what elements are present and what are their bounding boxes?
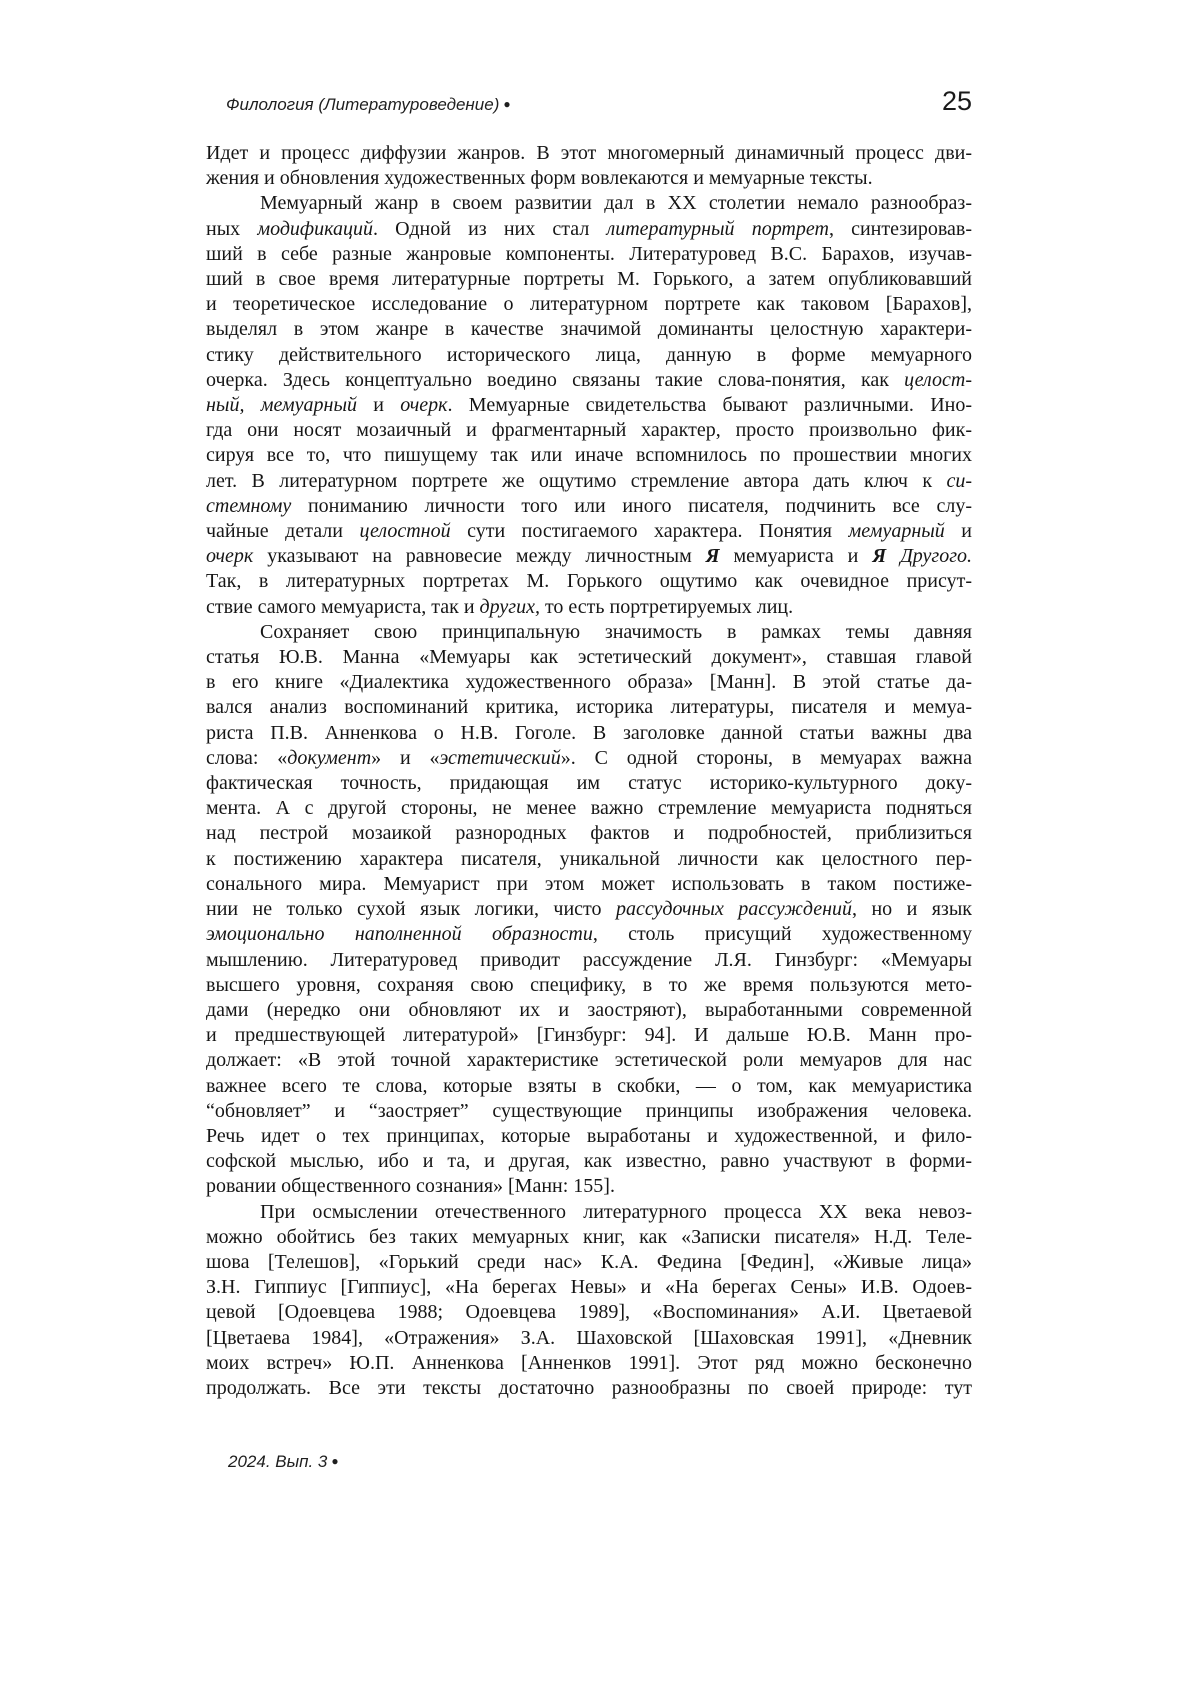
text-line: дами (нередко они обновляют их и заостряют), выработанными современной — [206, 998, 972, 1021]
text-line: мента. А с другой стороны, не менее важно стремление мемуариста подняться — [206, 797, 972, 820]
text-line: шова [Телешов], «Горький среди нас» К.А. Федина [Федин], «Живые лица» — [206, 1250, 972, 1273]
text-line: При осмыслении отечественного литературного процесса XX века невоз- — [260, 1200, 972, 1223]
text-line: гда они носят мозаичный и фрагментарный характер, просто произвольно фик- — [206, 419, 972, 442]
text-line: З.Н. Гиппиус [Гиппиус], «На берегах Невы» и «На берегах Сены» И.В. Одоев- — [206, 1276, 972, 1299]
text-line: ных модификаций. Одной из них стал литературный портрет, синтезировав- — [206, 217, 973, 240]
running-title-text: Филология (Литературоведение) — [226, 95, 500, 114]
text-line: ный, мемуарный и очерк. Мемуарные свидетельства бывают различными. Ино- — [206, 394, 972, 417]
paragraph — [206, 620, 972, 1200]
text-line: лет. В литературном портрете же ощутимо стремление автора дать ключ к си- — [206, 469, 972, 492]
text-line: [Цветаева 1984], «Отражения» З.А. Шаховской [Шаховская 1991], «Дневник — [206, 1326, 972, 1349]
paragraph — [206, 191, 972, 619]
footer-bullet-icon: ● — [331, 1454, 339, 1468]
text-line: продолжать. Все эти тексты достаточно разнообразны по своей природе: тут — [206, 1376, 972, 1399]
text-line: к постижению характера писателя, уникальной личности как целостного пер- — [206, 847, 972, 870]
text-line: очерк указывают на равновесие между личностным Я мемуариста и Я Другого. — [206, 545, 973, 568]
text-line: ший в себе разные жанровые компоненты. Литературовед В.С. Барахов, изучав- — [206, 242, 972, 265]
text-line: высшего уровня, сохраняя свою специфику, в то же время пользуются мето- — [206, 973, 972, 996]
text-line: ший в свое время литературные портреты М. Горького, а затем опубликовавший — [206, 268, 972, 291]
text-line: Так, в литературных портретах М. Горького ощутимо как очевидное присут- — [206, 570, 972, 593]
text-line: выделял в этом жанре в качестве значимой доминанты целостную характери- — [206, 318, 972, 341]
text-line: и предшествующей литературой» [Гинзбург: 94]. И дальше Ю.В. Манн про- — [206, 1024, 972, 1047]
text-line: жения и обновления художественных форм вовлекаются и мемуарные тексты. — [206, 167, 873, 190]
text-line: чайные детали целостной сути постигаемого характера. Понятия мемуарный и — [206, 520, 973, 543]
article-body — [206, 141, 972, 1401]
text-line: моих встреч» Ю.П. Анненкова [Анненков 1991]. Этот ряд можно бесконечно — [206, 1351, 972, 1374]
text-line: Сохраняет свою принципальную значимость в рамках темы давняя — [260, 620, 972, 643]
text-line: Идет и процесс диффузии жанров. В этот многомерный динамичный процесс дви- — [206, 142, 972, 164]
text-line: стику действительного исторического лица, данную в форме мемуарного — [206, 343, 972, 366]
text-line: “обновляет” и “заостряет” существующие принципы изображения человека. — [206, 1099, 972, 1122]
text-line: ствие самого мемуариста, так и других, то есть портретируемых лиц. — [206, 595, 794, 618]
text-line: нии не только сухой язык логики, чисто рассудочных рассуждений, но и язык — [206, 898, 972, 921]
text-line: Мемуарный жанр в своем развитии дал в XX столетии немало разнообраз- — [260, 192, 972, 215]
paragraph — [206, 141, 972, 191]
text-line: важнее всего те слова, которые взяты в скобки, — о том, как мемуаристика — [206, 1074, 972, 1097]
text-line: риста П.В. Анненкова о Н.В. Гоголе. В заголовке данной статьи важны два — [206, 721, 972, 744]
page-number: 25 — [941, 86, 972, 116]
text-line: эмоционально наполненной образности, столь присущий художественному — [206, 923, 972, 946]
text-line: Речь идет о тех принципах, которые выработаны и художественной, и фило- — [206, 1124, 972, 1147]
text-line: статья Ю.В. Манна «Мемуары как эстетический документ», ставшая главой — [206, 646, 972, 669]
text-line: цевой [Одоевцева 1988; Одоевцева 1989], «Воспоминания» А.И. Цветаевой — [206, 1301, 972, 1324]
text-line: слова: «документ» и «эстетический». С одной стороны, в мемуарах важна — [206, 746, 973, 769]
text-line: сируя все то, что пишущему так или иначе вспомнилось по прошествии многих — [206, 444, 972, 467]
header-bullet-icon: ● — [503, 97, 511, 111]
text-line: в его книге «Диалектика художественного образа» [Манн]. В этой статье да- — [206, 671, 972, 694]
text-line: над пестрой мозаикой разнородных фактов и подробностей, приблизиться — [206, 822, 972, 845]
text-line: вался анализ воспоминаний критика, историка литературы, писателя и мемуа- — [206, 696, 972, 719]
text-line: и теоретическое исследование о литературном портрете как таковом [Барахов], — [206, 293, 972, 316]
text-line: софской мыслью, ибо и та, и другая, как известно, равно участвуют в форми- — [206, 1150, 972, 1173]
text-line: стемному пониманию личности того или иного писателя, подчинить все слу- — [206, 494, 972, 517]
footer-issue-text: 2024. Вып. 3 — [228, 1452, 328, 1471]
text-line: можно обойтись без таких мемуарных книг, как «Записки писателя» Н.Д. Теле- — [206, 1225, 972, 1248]
text-line: должает: «В этой точной характеристике эстетической роли мемуаров для нас — [206, 1049, 972, 1072]
text-line: мышлению. Литературовед приводит рассуждение Л.Я. Гинзбург: «Мемуары — [206, 948, 972, 971]
page-footer — [228, 1452, 339, 1472]
text-line: ровании общественного сознания» [Манн: 155]. — [206, 1175, 615, 1198]
text-line: очерка. Здесь концептуально воедино связаны такие слова-понятия, как целост- — [206, 368, 972, 391]
text-line: сонального мира. Мемуарист при этом может использовать в таком постиже- — [206, 872, 972, 895]
paragraph — [206, 1200, 972, 1402]
text-line: фактическая точность, придающая им статус историко-культурного доку- — [206, 772, 972, 795]
